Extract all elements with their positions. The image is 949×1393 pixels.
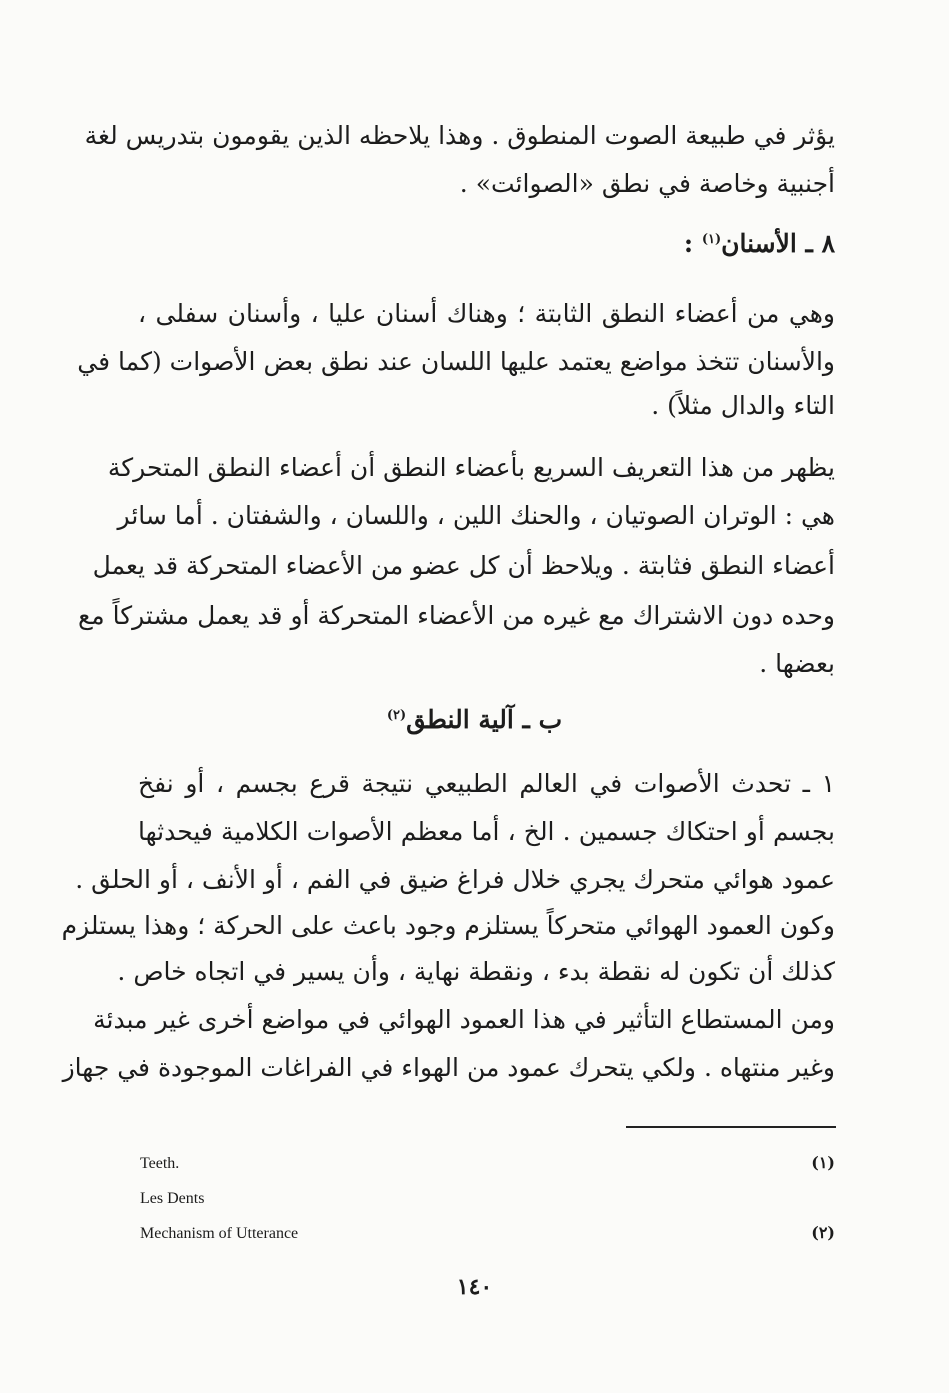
body-line: عمود هوائي متحرك يجري خلال فراغ ضيق في الفم ، أو الأنف ، أو الحلق .	[75, 865, 835, 894]
body-line: هي : الوتران الصوتيان ، والحنك اللين ، واللسان ، والشفتان . أما سائر	[117, 501, 835, 530]
heading-text: ٨ ـ الأسنان	[721, 229, 835, 258]
footnote-text: Les Dents	[140, 1190, 205, 1207]
body-line: ومن المستطاع التأثير في هذا العمود الهوائي في مواضع أخرى غير مبدئة	[93, 1005, 835, 1034]
footnote-text: Mechanism of Utterance	[140, 1225, 299, 1242]
footnote-separator	[626, 1126, 836, 1128]
body-line: أعضاء النطق فثابتة . ويلاحظ أن كل عضو من الأعضاء المتحركة قد يعمل	[92, 551, 835, 580]
section-heading-teeth	[684, 222, 835, 266]
section-heading-mechanism	[0, 698, 949, 742]
body-line: التاء والدال مثلاً) .	[651, 391, 835, 420]
page-number: ١٤٠	[456, 1274, 493, 1300]
heading-colon: :	[683, 229, 702, 258]
body-line: بعضها .	[759, 649, 835, 678]
body-line: وغير منتهاه . ولكي يتحرك عمود من الهواء في الفراغات الموجودة في جهاز	[62, 1053, 835, 1082]
footnote-number: (١)	[811, 1153, 835, 1172]
footnote-ref: (١)	[701, 232, 722, 247]
body-line: وحده دون الاشتراك مع غيره من الأعضاء المتحركة أو قد يعمل مشتركاً مع	[77, 601, 835, 630]
body-line: ١ ـ تحدث الأصوات في العالم الطبيعي نتيجة قرع بجسم ، أو نفخ	[138, 769, 835, 798]
body-line: وكون العمود الهوائي متحركاً يستلزم وجود باعث على الحركة ؛ وهذا يستلزم	[61, 911, 835, 940]
body-line: وهي من أعضاء النطق الثابتة ؛ وهناك أسنان عليا ، وأسنان سفلى ،	[138, 299, 835, 328]
body-line: أجنبية وخاصة في نطق «الصوائت» .	[459, 169, 835, 198]
footnote-text: Teeth.	[140, 1155, 180, 1172]
footnote-ref: (٢)	[386, 708, 407, 723]
body-line: والأسنان تتخذ مواضع يعتمد عليها اللسان عند نطق بعض الأصوات (كما في	[77, 347, 835, 376]
body-line: يظهر من هذا التعريف السريع بأعضاء النطق أن أعضاء النطق المتحركة	[107, 453, 835, 482]
body-line: كذلك أن تكون له نقطة بدء ، ونقطة نهاية ، وأن يسير في اتجاه خاص .	[117, 957, 835, 986]
footnote-number: (٢)	[811, 1223, 835, 1242]
heading-text: ب ـ آلية النطق	[406, 705, 563, 734]
body-line: بجسم أو احتكاك جسمين . الخ ، أما معظم الأصوات الكلامية فيحدثها	[138, 817, 835, 846]
body-line: يؤثر في طبيعة الصوت المنطوق . وهذا يلاحظه الذين يقومون بتدريس لغة	[84, 121, 835, 150]
